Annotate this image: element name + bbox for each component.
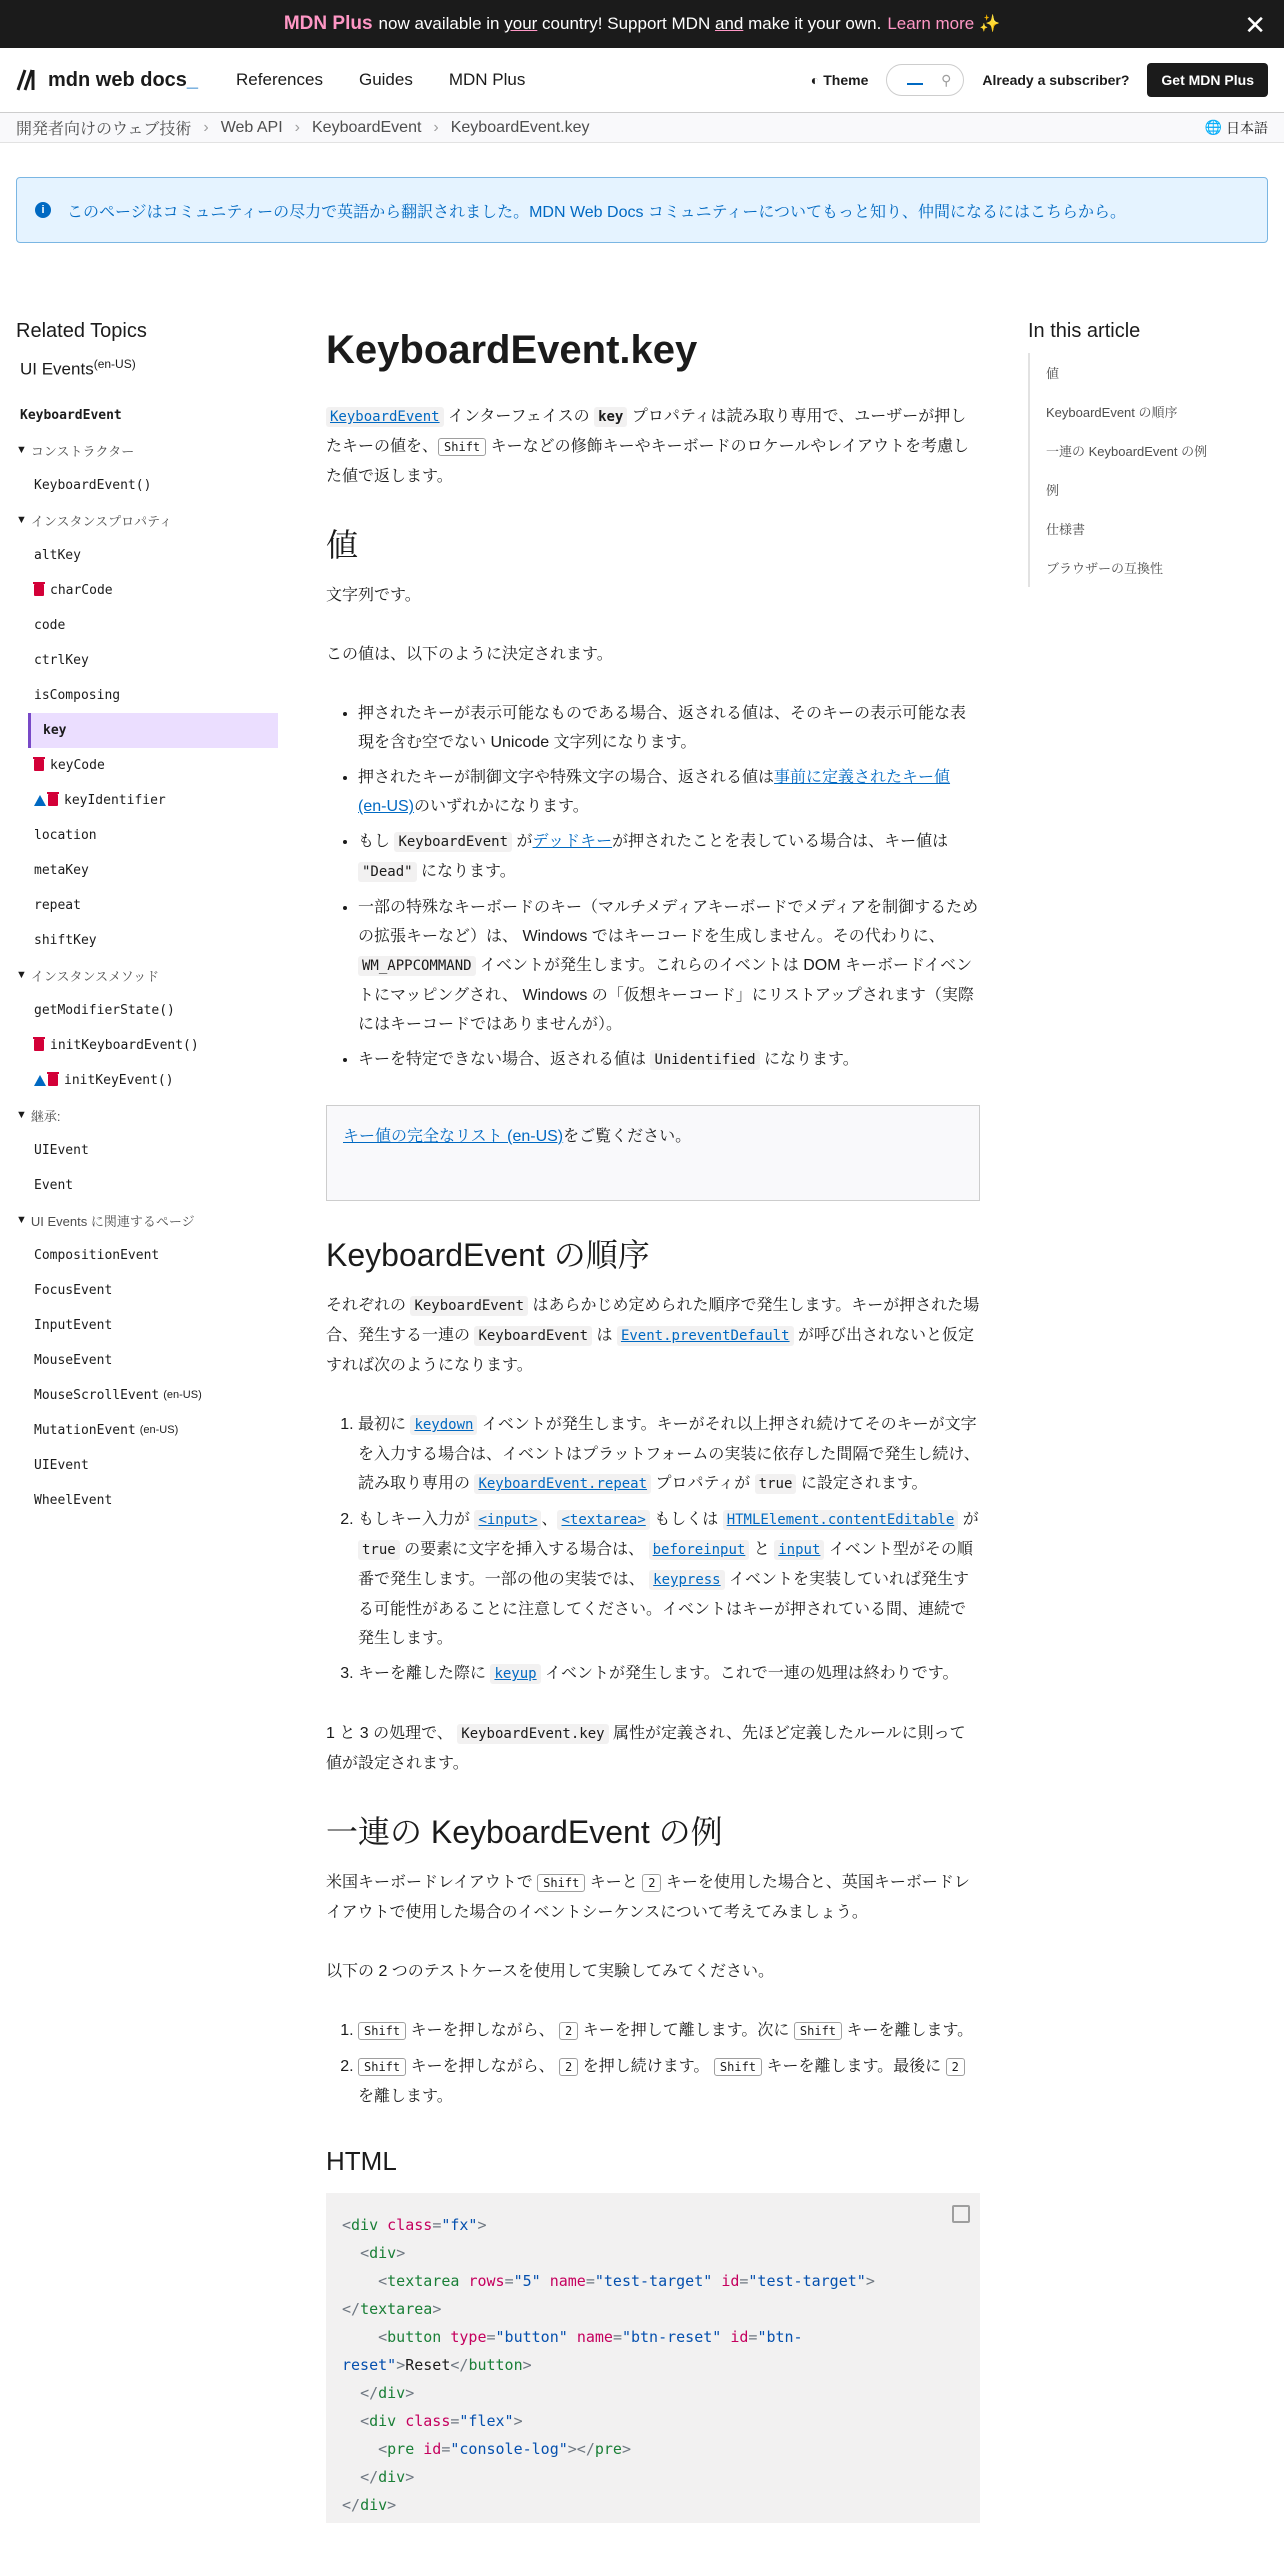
globe-icon: 🌐 [1204,119,1222,135]
sidebar-item[interactable]: Event [34,1177,74,1193]
breadcrumb-item[interactable]: KeyboardEvent [312,118,422,136]
list-item: 1. Shift キーを押しながら、 2 キーを押して離します。次に Shift キーを離します。 [358,2016,980,2046]
list-item: 1. 最初に keydown イベントが発生します。キーがそれ以上押され続けてそのキーが文字を入力する場合は、イベントはプラットフォームの実装に依存した間隔で発生し続け、読み取り専用の KeyboardEvent.repeat プロパティが true に設定されます。 [358,1410,980,1499]
sidebar-item[interactable]: getModifierState() [34,1002,175,1018]
breadcrumb-item[interactable]: Web API [220,118,283,136]
deprecated-icon [34,1039,44,1051]
sidebar-item[interactable]: keyCode [16,748,278,783]
banner-learn-more-link[interactable]: Learn more ✨ [887,14,1001,33]
key-values-callout: キー値の完全なリスト (en-US)をご覧ください。 [326,1105,980,1201]
sidebar-title: Related Topics [16,320,147,342]
close-icon[interactable]: ✕ [1244,10,1266,40]
page-title: KeyboardEvent.key [326,328,698,372]
sidebar-group-inheritance[interactable]: ▼ 継承: [16,1108,61,1124]
sidebar-item[interactable]: UIEvent [34,1457,89,1473]
order-list [326,1410,980,1689]
toc-item[interactable]: ブラウザーの互換性 [1046,561,1164,576]
table-of-contents [1028,320,1268,587]
subscriber-link[interactable]: Already a subscriber? [982,72,1130,88]
toc-item[interactable]: 仕様書 [1046,522,1086,537]
banner-brand: MDN Plus [283,13,373,34]
sidebar-item[interactable]: code [34,617,66,633]
list-item: 3. キーを離した際に keyup イベントが発生します。これで一連の処理は終わりです。 [358,1659,980,1689]
sidebar-item[interactable]: repeat [34,897,81,913]
sidebar-item[interactable]: location [34,827,97,843]
breadcrumb: 開発者向けのウェブ技術 › Web API › KeyboardEvent › KeyboardEvent.key 🌐 日本語 [0,113,1284,143]
nav-guides[interactable]: Guides [358,70,413,89]
heading-order: KeyboardEvent の順序 [326,1237,650,1273]
list-item: • キーを特定できない場合、返される値は Unidentified になります。 [358,1045,980,1075]
toc-item[interactable]: KeyboardEvent の順序 [1046,405,1178,420]
theme-icon: ◐ [810,72,820,88]
mdn-logo[interactable]: mdn web docs _ [16,68,198,92]
value-rules-list [326,699,980,1075]
list-item: • 一部の特殊なキーボードのキー（マルチメディアキーボードでメディアを制御するための拡張キーなど）は、 Windows ではキーコードを生成しません。その代わりに、 WM_APPCOMMAND イベントが発生します。これらのイベントは DOM キーボードイベントにマッピングされ、 Windows の「仮想キーコード」にリストアップされます（実際にはキーコードではありませんが）。 [358,893,980,1039]
sidebar-group-related[interactable]: ▼ UI Events に関連するページ [16,1213,195,1229]
sidebar [16,320,278,1518]
deprecated-icon [34,584,44,596]
sidebar-item[interactable]: shiftKey [34,932,97,948]
breadcrumb-item[interactable]: 開発者向けのウェブ技術 [16,121,192,138]
sidebar-item[interactable]: WheelEvent [34,1492,113,1508]
test-case-list [326,2016,980,2111]
translation-notice: i このページはコミュニティーの尽力で英語から翻訳されました。MDN Web Docs コミュニティーについてもっと知り、仲間になるにはこちらから。 [16,177,1268,243]
list-item: 2. Shift キーを押しながら、 2 を押し続けます。 Shift キーを離します。最後に 2 を離します。 [358,2052,980,2111]
sidebar-item[interactable]: KeyboardEvent() [34,477,152,493]
sidebar-item[interactable]: keyIdentifier [16,783,278,818]
theme-switcher[interactable]: ◐ Theme [810,72,869,88]
toc-item[interactable]: 値 [1046,366,1060,381]
heading-html: HTML [326,2146,397,2176]
sidebar-item[interactable]: initKeyboardEvent() [16,1028,278,1063]
sidebar-item[interactable]: charCode [16,573,278,608]
sidebar-item[interactable]: CompositionEvent [34,1247,160,1263]
sidebar-item-key-active[interactable]: key [28,713,278,748]
sidebar-ui-events-link[interactable]: UI Events$^{(en-US)}$ [20,357,136,379]
breadcrumb-item[interactable]: KeyboardEvent.key [450,118,590,136]
list-item: • 押されたキーが制御文字や特殊文字の場合、返される値は事前に定義されたキー値 (en-US)のいずれかになります。 [358,763,980,821]
toc-title: In this article [1028,320,1141,342]
sidebar-item[interactable]: InputEvent [34,1317,113,1333]
sidebar-item[interactable]: ctrlKey [34,652,89,668]
heading-value: 値 [326,527,359,563]
toc-item[interactable]: 一連の KeyboardEvent の例 [1046,444,1208,459]
sidebar-group-properties[interactable]: ▼ インスタンスプロパティ [16,513,173,529]
sidebar-group-methods[interactable]: ▼ インスタンスメソッド [16,968,160,984]
nav-mdn-plus[interactable]: MDN Plus [448,70,526,89]
info-icon: i [35,202,51,218]
sidebar-item[interactable]: FocusEvent [34,1282,113,1298]
sidebar-item[interactable]: UIEvent [34,1142,89,1158]
promo-banner: MDN Plus now available in your country! Support MDN and make it your own. Learn more ✨ ✕ [0,0,1284,48]
list-item: 2. もしキー入力が <input> 、 <textarea> もしくは HTMLElement.contentEditable が true の要素に文字を挿入する場合は、 beforeinput と input イベント型がその順番で発生します。一部の他の実装では、 keypress イベントを実装していれば発生する可能性があることに注意してください。イベントはキーが押されている間、連続で発生します。 [358,1505,980,1653]
sidebar-item[interactable]: altKey [34,547,81,563]
main-content: KeyboardEvent.key KeyboardEvent インターフェイスの key プロパティは読み取り専用で、ユーザーが押したキーの値を、 Shift キーなどの修飾キーやキーボードのロケールやレイアウトを考慮した値で返します。 値 文字列です。 この値は、以下のように決定されます。 • 押されたキーが表示可能なものである場合、返される値は、そのキーの表示可能な表現を含む空でない Unicode 文字列になります。 • 押されたキーが制御文字や特殊文字の場合、返される値は事前に定義されたキー値 (en-US)のいずれかになります。 • もし KeyboardEvent がデッドキーが押されたことを表している場合は、キー値は "Dead" になります。 • 一部の特殊なキーボードのキー（マルチメディアキーボードでメディアを制御するための拡張キーなど）は、 Windows ではキーコードを生成しません。その代わりに、 WM_APPCOMMAND イベントが発生します。これらのイベントは DOM キーボードイベントにマッピングされ、 Windows の「仮想キーコード」にリストアップされます（実際にはキーコードではありませんが）。 • キーを特定できない場合、返される値は Unidentified になります。 キー値の完全なリスト (en-US)をご覧ください。 KeyboardEvent の順序 それぞれの KeyboardEvent はあらかじめ定められた順序で発生します。キーが押された場合、発生する一連の KeyboardEvent は Event.preventDefault が呼び出されないと仮定すれば次のようになります。 1. 最初に keydown イベントが発生します。キーがそれ以上押され続けてそのキーが文字を入力する場合は、イベントはプラットフォームの実装に依存した間隔で発生し続け、読み取り専用の KeyboardEvent.repeat プロパティが true に設定されます。 2. もしキー入力が <input> 、 <textarea> もしくは HTMLElement.contentEditable が true の要素に文字を挿入する場合は、 beforeinput と input イベント型がその順番で発生します。一部の他の実装では、 keypress イベントを実装していれば発生する可能性があることに注意してください。イベントはキーが押されている間、連続で発生します。 3. キーを離した際に keyup イベントが発生します。これで一連の処理は終わりです。 1 と 3 の処理で、 KeyboardEvent.key 属性が定義され、先ほど定義したルールに則って値が設定されます。 一連の KeyboardEvent の例 米国キーボードレイアウトで Shift キーと 2 キーを使用した場合と、英国キーボードレイアウトで使用した場合のイベントシーケンスについて考えてみましょう。 以下の 2 つのテストケースを使用して実験してみてください。 1. Shift キーを押しながら、 2 キーを押して離します。次に Shift キーを離します。 2. Shift キーを押しながら、 2 を押し続けます。 Shift キーを離します。最後に 2 を離します。 HTML <div class="fx"> <div> <textarea rows="5" name="test-target" id="test-target"></textarea> <button type="button" name="btn-reset" id="btn-reset">Reset</button> </div> <div class="flex"> <pre id="console-log"></pre> </div> </div> [326,320,980,2523]
copy-icon[interactable] [952,2205,970,2223]
sidebar-item[interactable]: isComposing [34,687,121,703]
language-selector[interactable]: 🌐 日本語 [1204,119,1268,136]
non-standard-icon [34,1075,46,1086]
toc-item[interactable]: 例 [1046,483,1060,498]
html-code-block: <div class="fx"> <div> <textarea rows="5" name="test-target" id="test-target"></textarea> <button type="button" name="btn-reset" id="btn-reset">Reset</button> </div> <div class="flex"> <pre id="console-log"></pre> </div> </div> [326,2193,980,2523]
list-item: • もし KeyboardEvent がデッドキーが押されたことを表している場合は、キー値は "Dead" になります。 [358,827,980,887]
mdn-logo-icon [16,68,42,92]
sidebar-item[interactable]: MutationEvent (en-US) [34,1422,179,1438]
sidebar-item[interactable]: MouseScrollEvent (en-US) [34,1387,202,1403]
sidebar-item-keyboardevent[interactable]: KeyboardEvent [20,407,122,423]
get-mdn-plus-button[interactable]: Get MDN Plus [1147,63,1268,97]
nav-references[interactable]: References [236,70,323,89]
sidebar-item[interactable]: MouseEvent [34,1352,113,1368]
top-navigation [0,48,1284,113]
list-item: • 押されたキーが表示可能なものである場合、返される値は、そのキーの表示可能な表現を含む空でない Unicode 文字列になります。 [358,699,980,757]
deprecated-icon [34,759,44,771]
heading-example: 一連の KeyboardEvent の例 [326,1814,723,1850]
sidebar-item[interactable]: initKeyEvent() [16,1063,278,1098]
sidebar-item[interactable]: metaKey [34,862,89,878]
intro-paragraph: KeyboardEvent インターフェイスの key プロパティは読み取り専用で、ユーザーが押したキーの値を、 Shift キーなどの修飾キーやキーボードのロケールやレイアウトを考慮した値で返します。 [326,408,969,485]
search-icon: ⚲ [941,71,952,88]
deprecated-icon [48,794,58,806]
non-standard-icon [34,795,46,806]
deprecated-icon [48,1074,58,1086]
search-input[interactable] [886,64,964,96]
sidebar-group-constructor[interactable]: ▼ コンストラクター [16,443,135,459]
